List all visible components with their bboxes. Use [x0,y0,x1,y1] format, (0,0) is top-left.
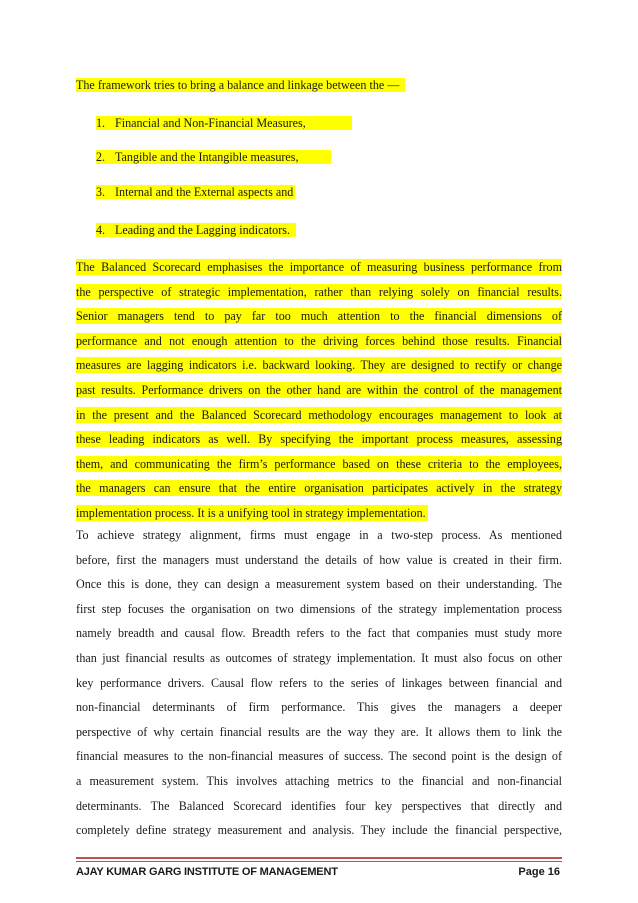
paragraph-line-text: the perspective of strategic implementation, rather than relying solely on financial results. [76,284,562,299]
list-item-highlight [96,116,352,130]
list-item-highlight [96,223,296,237]
list-item-number: 1. [96,116,106,130]
list-item-text: Financial and Non-Financial Measures, [115,116,306,130]
paragraph-line [76,382,562,407]
paragraph-line-text: implementation process. It is a unifying tool in strategy implementation. [76,505,426,520]
footer-rule [76,857,562,859]
body-paragraph [76,527,562,847]
paragraph-line [76,308,562,333]
paragraph-line-text: the managers can ensure that the entire organisation participates actively in the strategy [76,481,562,496]
list-item-text: Leading and the Lagging indicators. [115,223,290,237]
paragraph-line [76,357,562,382]
paragraph-line [76,259,562,284]
list-item-text: Internal and the External aspects and [115,185,294,199]
paragraph-line [76,333,562,358]
intro-text: The framework tries to bring a balance and linkage between the — [76,78,405,92]
list-item-number: 4. [96,223,106,237]
intro-line [76,77,562,93]
paragraph-line-text: Senior managers tend to pay far too much attention to the financial dimensions of [76,309,562,324]
footer-institute: AJAY KUMAR GARG INSTITUTE OF MANAGEMENT [76,866,338,878]
paragraph-line [76,284,562,309]
highlighted-paragraph [76,259,562,530]
paragraph-line: first step focuses the organisation on two dimensions of the strategy implementation process [76,601,562,616]
list-item-number: 2. [96,150,106,164]
paragraph-line-text: these leading indicators as well. By specifying the important process measures, assessing [76,432,562,447]
paragraph-line: before, first the managers must understand the details of how value is created in their firm. [76,552,562,567]
list-item [96,149,331,166]
paragraph-line [76,407,562,432]
footer-page-number: Page 16 [518,866,560,878]
list-item-number: 3. [96,185,106,199]
paragraph-line: non-financial determinants of firm performance. This gives the managers a deeper [76,700,562,715]
paragraph-line: namely breadth and causal flow. Breadth refers to the fact that companies must study more [76,626,562,641]
paragraph-line: To achieve strategy alignment, firms must engage in a two-step process. As mentioned [76,528,562,542]
paragraph-line-text: them, and communicating the firm’s performance based on these criteria to the employees, [76,456,562,471]
paragraph-line [76,505,562,530]
paragraph-line-text: The Balanced Scorecard emphasises the importance of measuring business performance from [76,260,562,274]
paragraph-line: perspective of why certain financial results are the way they are. It allows them to link the [76,724,562,739]
paragraph-line [76,431,562,456]
list-item [96,222,296,239]
paragraph-line: completely define strategy measurement and analysis. They include the financial perspective, [76,823,562,838]
paragraph-line [76,480,562,505]
paragraph-line: a measurement system. This involves attaching metrics to the financial and non-financial [76,773,562,788]
list-item-highlight [96,150,331,164]
paragraph-line-text: measures are lagging indicators i.e. backward looking. They are designed to rectify or change [76,358,562,373]
paragraph-line: key performance drivers. Causal flow refers to the series of linkages between financial and [76,675,562,690]
list-item-highlight [96,185,295,199]
paragraph-line-text: in the present and the Balanced Scorecard methodology encourages management to look at [76,407,562,422]
paragraph-line: financial measures to the non-financial measures of success. The second point is the design of [76,749,562,764]
footer-rule [76,861,562,862]
paragraph-line: determinants. The Balanced Scorecard identifies four key perspectives that directly and [76,798,562,813]
list-item [96,115,352,132]
paragraph-line: Once this is done, they can design a measurement system based on their understanding. The [76,577,562,592]
paragraph-line [76,456,562,481]
paragraph-line: than just financial results as outcomes of strategy implementation. It must also focus on other [76,650,562,665]
paragraph-line-text: performance and not enough attention to the driving forces behind those results. Financial [76,333,562,348]
list-item [96,184,295,201]
list-item-text: Tangible and the Intangible measures, [115,150,299,164]
paragraph-line-text: past results. Performance drivers on the other hand are within the control of the management [76,382,562,397]
